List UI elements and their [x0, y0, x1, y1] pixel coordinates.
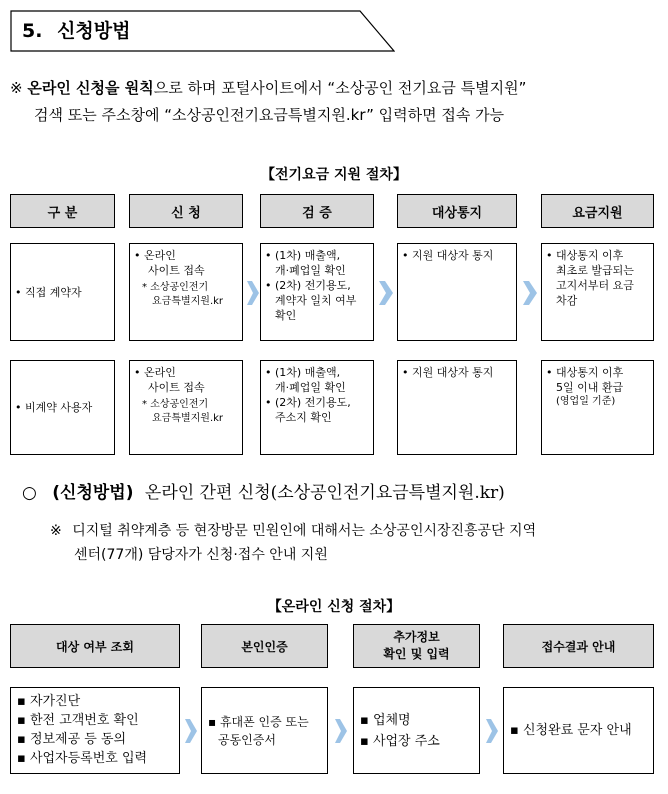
- p1-row1-support-line: 고지서부터 요금: [556, 279, 634, 292]
- p1-row1-support: [541, 243, 654, 341]
- method-bullet: ○: [22, 483, 37, 503]
- notice-rest: 으로 하며 포털사이트에서 “소상공인 전기요금 특별지원”: [153, 79, 527, 97]
- p1-row2-apply-line: • 온라인: [134, 366, 176, 379]
- notice-bold: 온라인 신청을 원칙: [27, 79, 154, 97]
- method-note-1: 디지털 취약계층 등 현장방문 민원인에 대해서는 소상공인시장진흥공단 지역: [72, 523, 537, 539]
- p1-row2-label: [10, 360, 115, 455]
- p2-header-eligibility: 대상 여부 조회: [10, 624, 180, 668]
- p2-step2-line: ▪ 휴대폰 인증 또는: [208, 714, 309, 729]
- method-bold: (신청방법): [52, 483, 134, 503]
- p2-header-extra-info-line: 추가정보: [393, 630, 440, 644]
- p1-row2-verify-line: 개·폐업일 확인: [275, 381, 346, 394]
- p2-header-extra-info-line: 확인 및 입력: [383, 647, 450, 661]
- notice-line-2: 검색 또는 주소창에 “소상공인전기요금특별지원.kr” 입력하면 접속 가능: [34, 106, 505, 124]
- p2-step1-line: ▪ 사업자등록번호 입력: [17, 751, 148, 766]
- arrow-right-icon: [486, 716, 499, 746]
- method-rest: 온라인 간편 신청(소상공인전기요금특별지원.kr): [144, 483, 505, 503]
- p1-row2-apply-note: 요금특별지원.kr: [152, 413, 224, 424]
- notice-line-1: [10, 76, 526, 100]
- p1-row1-apply-line: • 온라인: [134, 249, 176, 262]
- p1-row2-label-text: • 비계약 사용자: [15, 401, 93, 414]
- p2-step3-line: ▪ 업체명: [360, 712, 411, 728]
- p1-row2-apply-note: * 소상공인전기: [142, 399, 209, 410]
- section-title: 신청방법: [57, 20, 131, 42]
- method-line: [22, 480, 505, 506]
- p2-header-extra-info: [353, 624, 480, 668]
- arrow-right-icon: [185, 716, 198, 746]
- p1-row2-support-line: (영업일 기준): [556, 396, 616, 407]
- procedure1-title: 【전기요금 지원 절차】: [261, 167, 407, 183]
- p2-step4-text: ▪ 신청완료 문자 안내: [510, 723, 632, 738]
- method-note-line-1: [50, 519, 536, 543]
- section-heading: [22, 16, 131, 43]
- p1-row1-support-line: • 대상통지 이후: [546, 249, 624, 262]
- method-note-mark: ※: [50, 523, 62, 539]
- p1-row1-verify-line: 개·폐업일 확인: [275, 264, 346, 277]
- p1-row1-notify-text: • 지원 대상자 통지: [402, 249, 494, 262]
- p1-row1-verify-line: 확인: [275, 309, 297, 322]
- p1-row1-verify-line: • (1차) 매출액,: [265, 249, 341, 262]
- p1-row1-apply-note: 요금특별지원.kr: [152, 296, 224, 307]
- p2-step1-line: ▪ 한전 고객번호 확인: [17, 713, 139, 728]
- p1-row2-notify: [397, 360, 517, 455]
- p2-step3-line: ▪ 사업장 주소: [360, 733, 440, 749]
- p1-row2-apply: [129, 360, 243, 455]
- p1-row2-support: [541, 360, 654, 455]
- p2-step3: [353, 687, 480, 774]
- p1-row2-verify: [260, 360, 374, 455]
- p1-row1-verify-line: 계약자 일치 여부: [275, 294, 357, 307]
- arrow-right-icon: [335, 716, 348, 746]
- p1-row2-verify-line: • (2차) 전기용도,: [265, 396, 351, 409]
- p1-row1-label: [10, 243, 115, 341]
- p1-header-support: 요금지원: [541, 194, 654, 228]
- p1-header-category: 구 분: [10, 194, 115, 228]
- p1-row1-apply-line: 사이트 접속: [148, 264, 205, 277]
- p2-step4: [503, 687, 654, 774]
- arrow-right-icon: [247, 278, 260, 308]
- p1-row2-support-line: 5일 이내 환급: [556, 381, 624, 394]
- p2-step1-line: ▪ 정보제공 등 동의: [17, 732, 127, 747]
- p1-header-verify: 검 증: [260, 194, 374, 228]
- p1-row1-notify: [397, 243, 517, 341]
- notice-mark: ※: [10, 79, 23, 97]
- p1-row1-apply-note: * 소상공인전기: [142, 282, 209, 293]
- p1-row2-notify-text: • 지원 대상자 통지: [402, 366, 494, 379]
- p2-header-result: 접수결과 안내: [503, 624, 654, 668]
- p2-step2-line: 공동인증서: [218, 732, 276, 747]
- procedure2-title: 【온라인 신청 절차】: [267, 599, 401, 615]
- p1-row2-verify-line: • (1차) 매출액,: [265, 366, 341, 379]
- p1-row2-apply-line: 사이트 접속: [148, 381, 205, 394]
- p1-row1-verify-line: • (2차) 전기용도,: [265, 279, 351, 292]
- p1-row1-verify: [260, 243, 374, 341]
- method-note-line-2: 센터(77개) 담당자가 신청·접수 안내 지원: [74, 547, 328, 563]
- p1-row2-support-line: • 대상통지 이후: [546, 366, 624, 379]
- p1-row2-verify-line: 주소지 확인: [275, 411, 332, 424]
- p1-row1-apply: [129, 243, 243, 341]
- section-number: 5.: [22, 20, 43, 42]
- p2-header-identity: 본인인증: [201, 624, 328, 668]
- p1-row1-support-line: 차감: [556, 294, 578, 307]
- p1-row1-support-line: 최초로 발급되는: [556, 264, 634, 277]
- p2-step1-line: ▪ 자가진단: [17, 694, 81, 709]
- p1-header-notify: 대상통지: [397, 194, 517, 228]
- arrow-right-icon: [523, 278, 538, 308]
- p2-step1: [10, 687, 180, 774]
- p1-row1-label-text: • 직접 계약자: [15, 285, 82, 299]
- p1-header-apply: 신 청: [129, 194, 243, 228]
- arrow-right-icon: [379, 278, 394, 308]
- p2-step2: [201, 687, 328, 774]
